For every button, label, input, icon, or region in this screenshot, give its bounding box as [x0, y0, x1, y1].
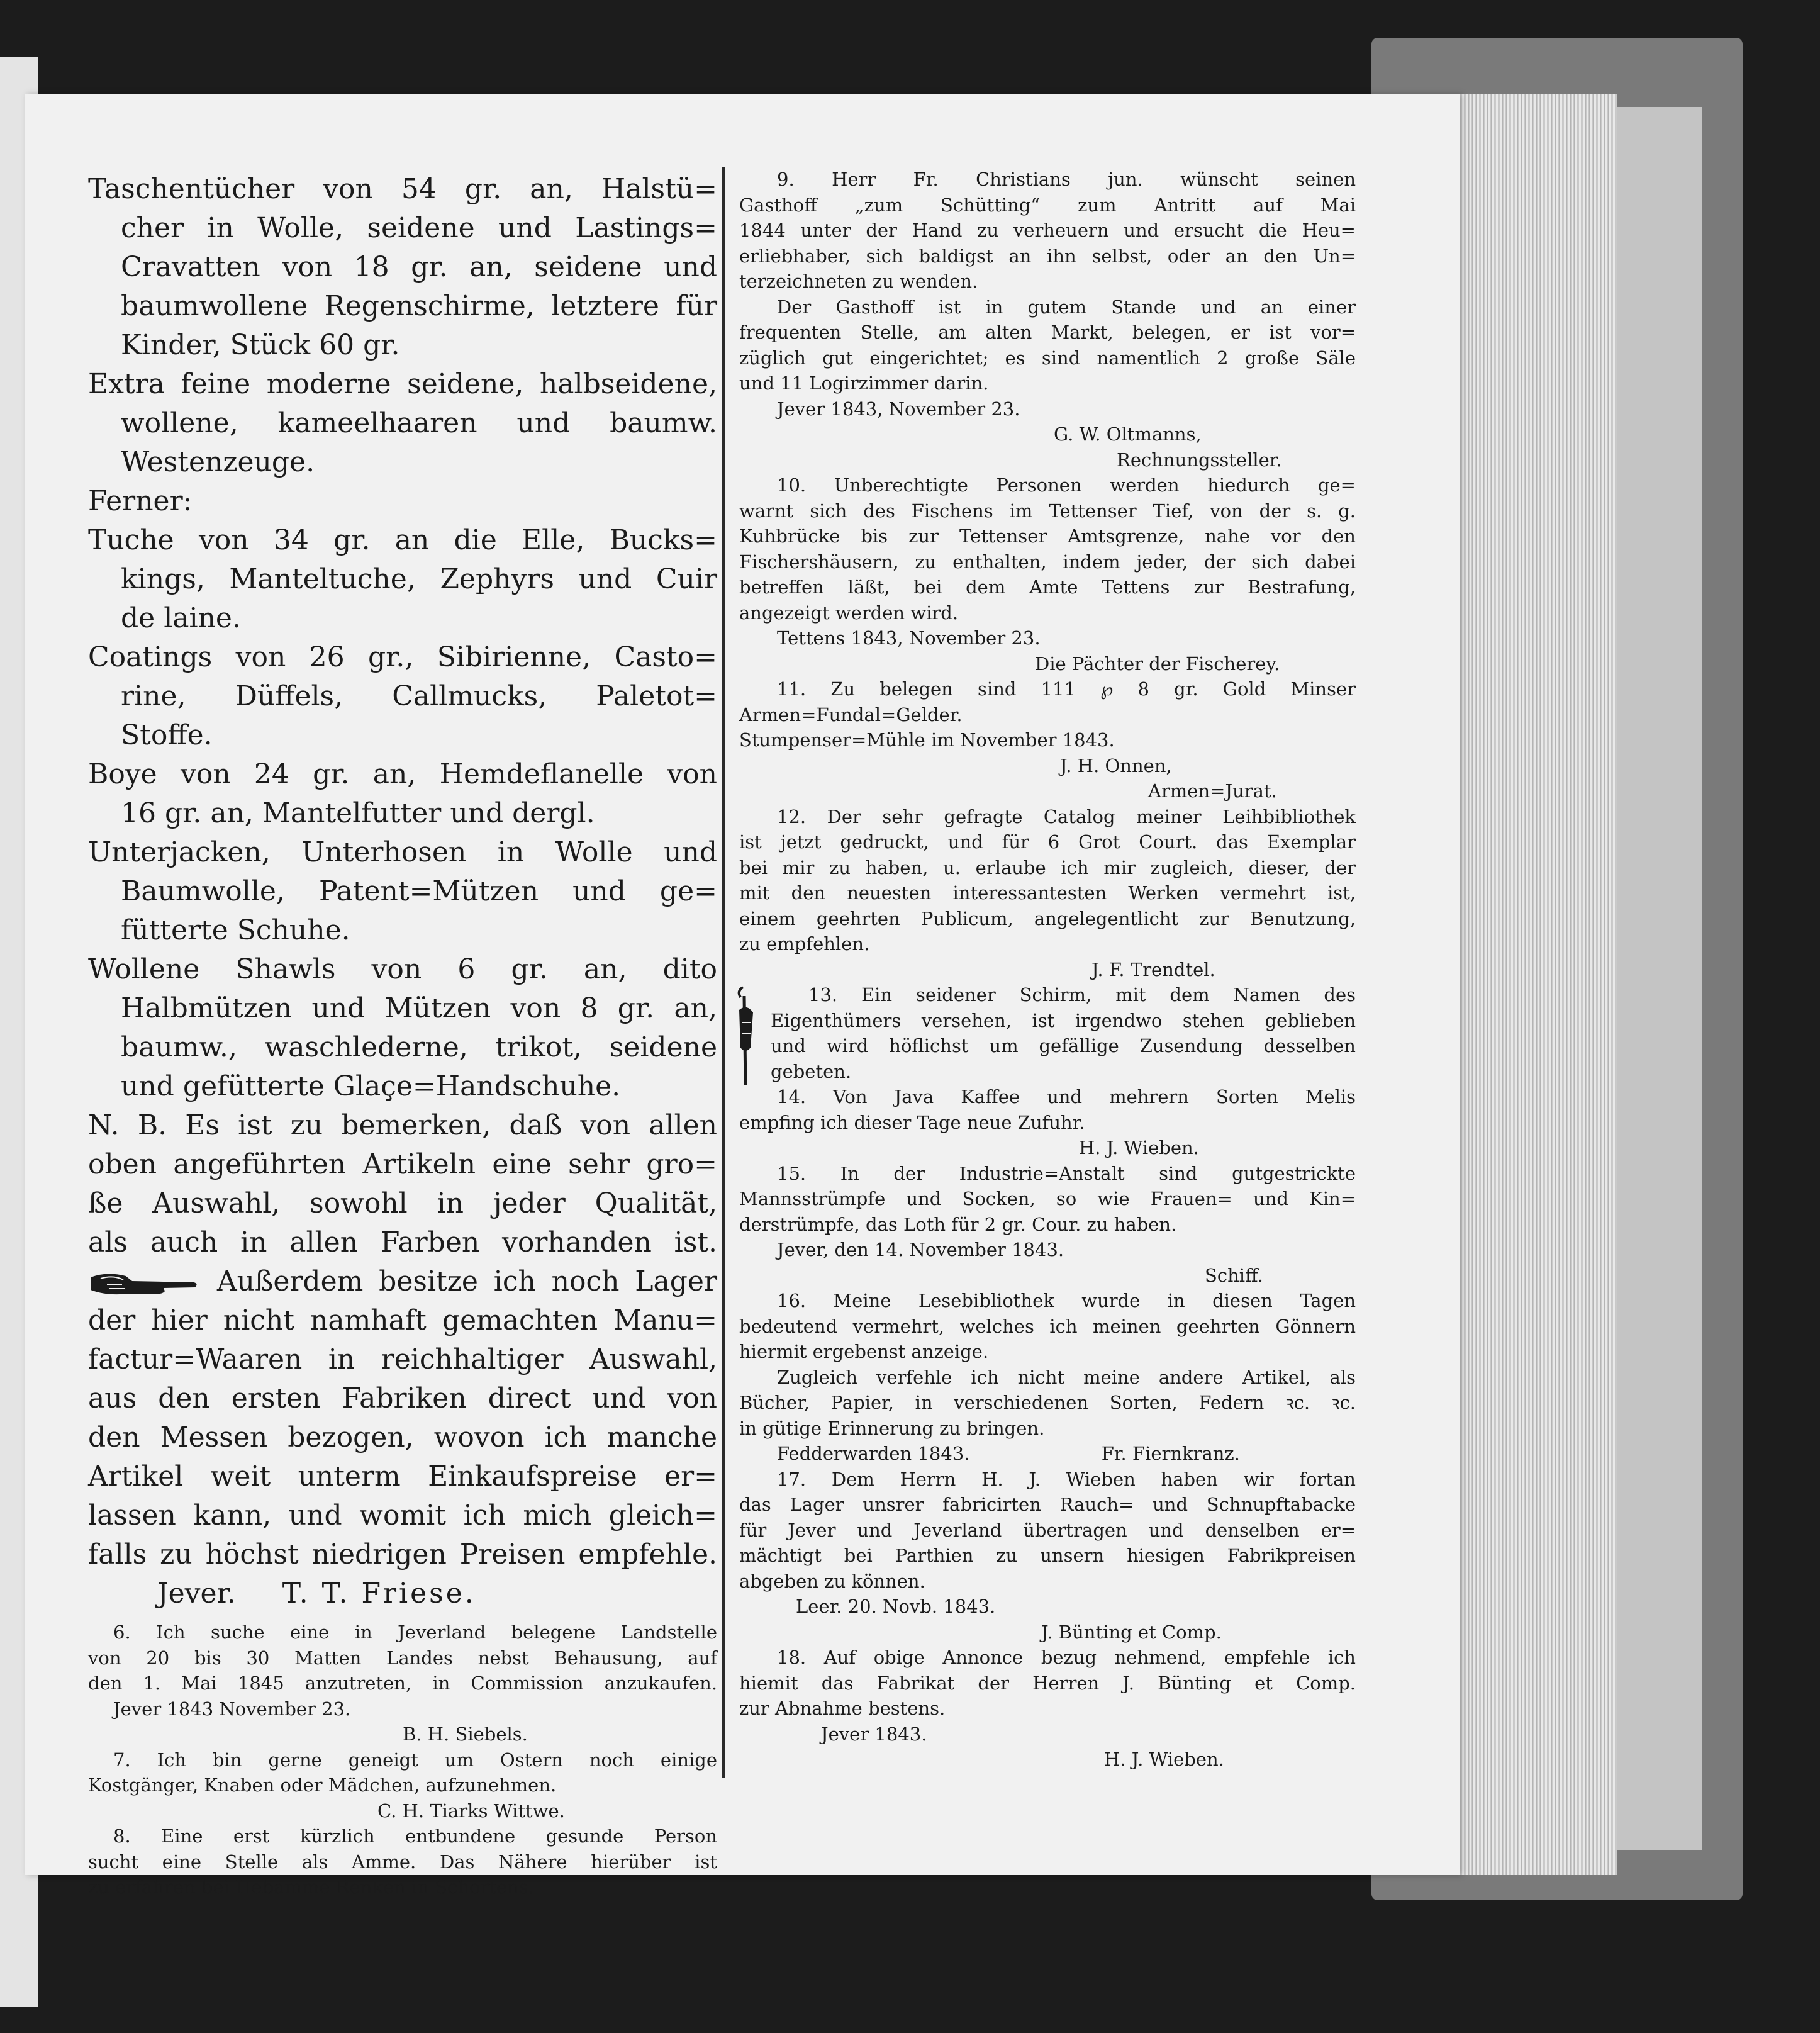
text-line: Tuche von 34 gr. an die Elle, Bucks=: [88, 524, 717, 556]
ad-signature: [88, 1574, 717, 1613]
text-line: abgeben zu können.: [739, 1570, 925, 1592]
text-line: Westenzeuge.: [121, 446, 315, 478]
text-line: Kuhbrücke bis zur Tettenser Amtsgrenze, nahe vor den: [739, 525, 1356, 547]
text-line: 1844 unter der Hand zu verheuern und ersucht die Heu=: [739, 220, 1356, 241]
text-line: 10. Unberechtigte Personen werden hiedurch ge=: [777, 474, 1356, 496]
text-line: 6. Ich suche eine in Jeverland belegene Landstelle: [113, 1621, 717, 1643]
notice-7: [88, 1747, 717, 1824]
text-line: cher in Wolle, seidene und Lastings=: [121, 212, 717, 244]
signature: Die Pächter der Fischerey.: [1035, 652, 1280, 675]
signature: J. Bünting et Comp.: [1041, 1621, 1222, 1643]
text-line: züglich gut eingerichtet; es sind namentlich 2 große Säle: [739, 347, 1356, 369]
notice-11: [739, 676, 1356, 804]
text-line: 14. Von Java Kaffee und mehrern Sorten Melis: [777, 1086, 1356, 1107]
text-line: baumwollene Regenschirme, letztere für: [121, 290, 717, 322]
text-line: Zugleich verfehle ich nicht meine andere Artikel, als: [777, 1366, 1356, 1388]
text-line: und 11 Logirzimmer darin.: [739, 372, 989, 394]
signature-title: Rechnungssteller.: [1117, 449, 1282, 471]
text-line: Unterjacken, Unterhosen in Wolle und: [88, 836, 717, 868]
text-line: frequenten Stelle, am alten Markt, belegen, er ist vor=: [739, 322, 1356, 343]
signature: Schiff.: [1205, 1264, 1263, 1286]
notice-16-signoff: [739, 1441, 1356, 1467]
signature-place: Jever.: [157, 1577, 236, 1610]
text-line: Fischershäusern, zu enthalten, indem jeder, der sich dabei: [739, 551, 1356, 573]
notice-6: [88, 1620, 717, 1747]
ad-block-3: [88, 521, 717, 638]
text-line: Taschentücher von 54 gr. an, Halstü=: [88, 173, 717, 205]
text-line: wollene, kameelhaaren und baumw.: [121, 407, 717, 439]
text-line: hiemit das Fabrikat der Herren J. Bünting et Comp.: [739, 1672, 1356, 1694]
text-line: 11. Zu belegen sind 111 ℘ 8 gr. Gold Minser: [777, 678, 1356, 700]
text-line: de laine.: [121, 602, 241, 634]
ad-block-2: [88, 365, 717, 482]
text-line: in gütige Erinnerung zu bringen.: [739, 1417, 1045, 1439]
ad-block-6: [88, 833, 717, 950]
text-line: 15. In der Industrie=Anstalt sind gutgestrickte: [777, 1162, 1356, 1184]
text-line: mit den neuesten interessantesten Werken vermehrt ist,: [739, 882, 1356, 904]
notice-12: [739, 804, 1356, 983]
right-column: [739, 167, 1356, 1773]
text-line: Jever 1843, November 23.: [777, 398, 1020, 420]
text-line: bedeutend vermehrt, welches ich meinen geehrten Gönnern: [739, 1315, 1356, 1337]
notice-14: [739, 1084, 1356, 1161]
text-line: 13. Ein seidener Schirm, mit dem Namen des: [808, 984, 1356, 1005]
text-line: Cravatten von 18 gr. an, seidene und: [121, 251, 717, 283]
column-rule: [722, 167, 725, 1778]
text-line: Jever, den 14. November 1843.: [777, 1239, 1064, 1260]
notice-18: [739, 1645, 1356, 1773]
ad-block-7: [88, 950, 717, 1106]
text-line: Leer. 20. Novb. 1843.: [796, 1596, 996, 1617]
text-line: derstrümpfe, das Loth für 2 gr. Cour. zu haben.: [739, 1213, 1177, 1235]
ad-block-1: [88, 170, 717, 365]
notice-9: [739, 167, 1356, 473]
text-line: Artikel weit unterm Einkaufspreise er=: [88, 1460, 717, 1493]
signature: C. H. Tiarks Wittwe.: [377, 1800, 565, 1822]
signature-name: T. T. Friese.: [282, 1577, 476, 1610]
notice-16: [739, 1288, 1356, 1467]
notice-13: [739, 982, 1356, 1084]
notice-15: [739, 1161, 1356, 1289]
text-line: Der Gasthoff ist in gutem Stande und an einer: [777, 296, 1356, 318]
text-line: 7. Ich bin gerne geneigt um Ostern noch einige: [113, 1749, 717, 1771]
text-line-with-hand: [88, 1262, 717, 1301]
text-line: baumw., waschlederne, trikot, seidene: [121, 1031, 717, 1063]
ad-block-4: [88, 638, 717, 755]
text-line: das Lager unsrer fabricirten Rauch= und Schnupftabacke: [739, 1494, 1356, 1515]
text-line: der hier nicht namhaft gemachten Manu=: [88, 1304, 717, 1336]
text-line: von 20 bis 30 Matten Landes nebst Behausung, auf: [88, 1647, 717, 1669]
text-line: oben angeführten Artikeln eine sehr gro=: [88, 1148, 717, 1180]
text-line: Eigenthümers versehen, ist irgendwo stehen geblieben: [771, 1009, 1356, 1031]
text-line: bei mir zu haben, u. erlaube ich mir zugleich, dieser, der: [739, 856, 1356, 878]
text-line: 17. Dem Herrn H. J. Wieben haben wir fortan: [777, 1468, 1356, 1490]
signature: B. H. Siebels.: [403, 1723, 528, 1745]
text-line: 12. Der sehr gefragte Catalog meiner Leihbibliothek: [777, 805, 1356, 827]
text-line: Tettens 1843, November 23.: [777, 627, 1041, 649]
signature-place: Fedderwarden 1843.: [777, 1443, 970, 1464]
signature: J. H. Onnen,: [1060, 754, 1172, 776]
text-line: kings, Manteltuche, Zephyrs und Cuir: [121, 563, 717, 595]
text-line: und gefütterte Glaçe=Handschuhe.: [121, 1070, 621, 1102]
text-line: Gasthoff „zum Schütting“ zum Antritt auf Mai: [739, 194, 1356, 216]
text-line: Coatings von 26 gr., Sibirienne, Casto=: [88, 641, 717, 673]
text-line: Boye von 24 gr. an, Hemdeflanelle von: [88, 758, 717, 790]
notice-10: [739, 473, 1356, 676]
signature: G. W. Oltmanns,: [1054, 423, 1202, 445]
text-line: einem geehrten Publicum, angelegentlicht zur Benutzung,: [739, 907, 1356, 929]
signature: H. J. Wieben.: [1104, 1749, 1224, 1770]
text-line: 18. Auf obige Annonce bezug nehmend, empfehle ich: [777, 1647, 1356, 1668]
text-line: 16 gr. an, Mantelfutter und dergl.: [121, 797, 595, 829]
text-line: factur=Waaren in reichhaltiger Auswahl,: [88, 1343, 717, 1375]
text-line: Halbmützen und Mützen von 8 gr. an,: [121, 992, 717, 1024]
text-line: mächtigt bei Parthien zu unsern hiesigen Fabrikpreisen: [739, 1545, 1356, 1566]
text-line: fütterte Schuhe.: [121, 914, 350, 946]
text-line: ist jetzt gedruckt, und für 6 Grot Court. das Exemplar: [739, 831, 1356, 853]
text-fragment: Außerdem besitze ich noch Lager: [216, 1265, 717, 1297]
signature: H. J. Wieben.: [1079, 1137, 1199, 1158]
text-line: zur Abnahme bestens.: [739, 1698, 946, 1719]
text-line: und wird höflichst um gefällige Zusendung desselben: [771, 1035, 1356, 1056]
text-line: betreffen läßt, bei dem Amte Tettens zur Bestrafung,: [739, 576, 1356, 598]
text-line: warnt sich des Fischens im Tettenser Tief, von der s. g.: [739, 500, 1356, 522]
text-line: gebeten.: [771, 1060, 852, 1082]
text-line: Jever 1843.: [821, 1723, 927, 1745]
text-line: für Jever und Jeverland übertragen und denselben er=: [739, 1519, 1356, 1541]
book-cover-inner: [1607, 107, 1702, 1850]
text-line: erliebhaber, sich baldigst an ihn selbst, oder an den Un=: [739, 245, 1356, 267]
notice-8: [88, 1823, 717, 1900]
ad-block-lager: [88, 1262, 717, 1574]
text-line: angezeigt werden wird.: [739, 602, 959, 624]
notice-17: [739, 1467, 1356, 1645]
text-line: Kostgänger, Knaben oder Mädchen, aufzunehmen.: [88, 1774, 557, 1796]
text-line: Mannsstrümpfe und Socken, so wie Frauen= und Kin=: [739, 1188, 1356, 1209]
signature-title: Armen=Jurat.: [1148, 780, 1277, 802]
text-line: Wollene Shawls von 6 gr. an, dito: [88, 953, 717, 985]
text-line: Stoffe.: [121, 719, 213, 751]
text-line: 16. Meine Lesebibliothek wurde in diesen Tagen: [777, 1290, 1356, 1311]
newspaper-page: [25, 94, 1460, 1898]
text-line: sucht eine Stelle als Amme. Das Nähere hierüber ist: [88, 1851, 717, 1873]
text-line: Kinder, Stück 60 gr.: [121, 329, 400, 361]
text-line: Baumwolle, Patent=Mützen und ge=: [121, 875, 717, 907]
ad-block-nb: [88, 1106, 717, 1262]
text-line: hiermit ergebenst anzeige.: [739, 1341, 989, 1362]
text-line: aus den ersten Fabriken direct und von: [88, 1382, 717, 1414]
text-line: rine, Düffels, Callmucks, Paletot=: [121, 680, 717, 712]
pointing-hand-icon: [88, 1269, 201, 1299]
text-line: den Messen bezogen, wovon ich manche: [88, 1421, 717, 1453]
text-line: ße Auswahl, sowohl in jeder Qualität,: [88, 1187, 717, 1219]
text-line: Armen=Fundal=Gelder.: [739, 703, 963, 725]
page-edges: [1447, 94, 1617, 1875]
signature: Fr. Fiernkranz.: [1101, 1443, 1240, 1464]
ad-block-5: [88, 755, 717, 833]
text-line: 8. Eine erst kürzlich entbundene gesunde Person: [113, 1825, 717, 1847]
signature: J. F. Trendtel.: [1091, 958, 1215, 980]
text-line: Jever 1843 November 23.: [113, 1698, 351, 1720]
text-line: als auch in allen Farben vorhanden ist.: [88, 1226, 717, 1258]
left-column: [88, 170, 717, 1900]
text-line: den 1. Mai 1845 anzutreten, in Commission anzukaufen.: [88, 1672, 717, 1694]
text-line: N. B. Es ist zu bemerken, daß von allen: [88, 1109, 717, 1141]
text-line: 9. Herr Fr. Christians jun. wünscht seinen: [777, 169, 1356, 190]
text-line: lassen kann, und womit ich mich gleich=: [88, 1499, 717, 1532]
text-line: empfing ich dieser Tage neue Zufuhr.: [739, 1111, 1085, 1133]
text-line: falls zu höchst niedrigen Preisen empfehle.: [88, 1538, 717, 1571]
umbrella-ornament-icon: [734, 985, 759, 1092]
text-line: Extra feine moderne seidene, halbseidene,: [88, 368, 717, 400]
text-line: zu empfehlen.: [739, 933, 870, 955]
text-line: Bücher, Papier, in verschiedenen Sorten, Federn ꝛc. ꝛc.: [739, 1392, 1356, 1413]
text-line: zu erfahren bei Hebamme Renken in Schortens.: [88, 1876, 534, 1898]
ferner-heading: Ferner:: [88, 485, 193, 517]
text-line: Stumpenser=Mühle im November 1843.: [739, 729, 1115, 751]
text-line: terzeichneten zu wenden.: [739, 271, 978, 292]
